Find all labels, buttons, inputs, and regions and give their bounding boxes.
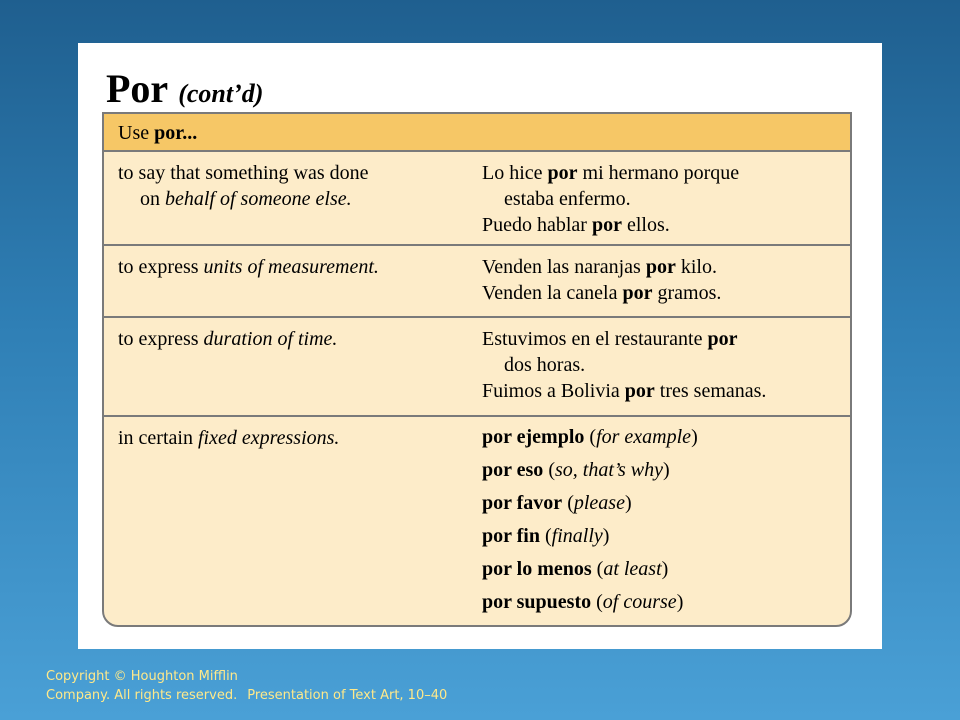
title-main: Por	[106, 66, 169, 111]
example-line	[482, 160, 842, 186]
text-bold: por fin	[482, 525, 540, 547]
text: Presentation of Text Art, 10–40	[247, 688, 448, 703]
text: Estuvimos en el restaurante	[482, 328, 708, 350]
title-sub: (cont’d)	[178, 79, 264, 108]
row-description	[118, 326, 458, 352]
footer-line: Copyright © Houghton Mifflin	[46, 669, 238, 684]
text: kilo.	[675, 256, 717, 278]
text: tres semanas.	[654, 380, 767, 402]
row-examples	[482, 254, 842, 306]
text-bold: por ejemplo	[482, 426, 585, 448]
text-bold: por	[547, 162, 578, 184]
text: Venden la canela	[482, 282, 623, 304]
text-bold: por	[707, 328, 738, 350]
text-italic: for example	[596, 426, 692, 448]
text-italic: of course	[602, 591, 677, 613]
text: to express	[118, 256, 204, 278]
table-row-behalf	[104, 152, 850, 246]
text-italic: that’s why	[582, 459, 663, 481]
text-bold: por	[622, 282, 653, 304]
desc-line	[118, 186, 458, 212]
expression-item: por supuesto (of course)	[482, 591, 684, 613]
example-line	[482, 212, 842, 238]
example-line: estaba enfermo.	[504, 188, 631, 210]
desc-line: to say that something was done	[118, 162, 369, 184]
text-bold: por supuesto	[482, 591, 592, 613]
row-examples	[482, 421, 842, 619]
desc-line	[118, 254, 458, 280]
example-line	[482, 254, 842, 280]
text-bold: por eso	[482, 459, 544, 481]
expression-item: por favor (please)	[482, 492, 632, 514]
text-italic: finally	[551, 525, 603, 547]
page-title	[106, 65, 263, 112]
text-bold: por	[624, 380, 655, 402]
text: gramos.	[652, 282, 722, 304]
row-examples	[482, 160, 842, 238]
row-description	[118, 254, 458, 280]
table-row-duration	[104, 318, 850, 417]
example-line	[482, 326, 842, 352]
expression-item: por eso (so, that’s why)	[482, 459, 670, 481]
text: in certain	[118, 427, 198, 449]
text: Company. All rights reserved.	[46, 688, 238, 703]
example-line	[482, 280, 842, 306]
text: Lo hice	[482, 162, 548, 184]
copyright-footer	[46, 667, 447, 705]
text-italic: at least	[603, 558, 662, 580]
row-description	[118, 160, 458, 212]
por-usage-table	[102, 112, 852, 627]
text: mi hermano porque	[577, 162, 740, 184]
example-line	[482, 378, 842, 404]
text-bold: por favor	[482, 492, 563, 514]
text-bold: por	[645, 256, 676, 278]
text: Venden las naranjas	[482, 256, 646, 278]
table-header	[104, 114, 850, 152]
text: to express	[118, 328, 204, 350]
text: Fuimos a Bolivia	[482, 380, 625, 402]
text-italic: behalf of someone else.	[165, 188, 352, 210]
text-bold: por	[591, 214, 622, 236]
text-italic: duration of time.	[203, 328, 338, 350]
expression-item: por lo menos (at least)	[482, 558, 669, 580]
row-examples	[482, 326, 842, 404]
text: on	[140, 188, 165, 210]
table-row-fixed-expressions	[104, 417, 850, 627]
text-italic: fixed expressions.	[197, 427, 340, 449]
footer-line	[46, 686, 447, 705]
desc-line	[118, 326, 458, 352]
text-italic: so,	[554, 459, 583, 481]
desc-line	[118, 425, 458, 451]
header-por: por...	[154, 122, 198, 144]
text-italic: units of measurement.	[203, 256, 379, 278]
table-row-measurement	[104, 246, 850, 318]
row-description	[118, 425, 458, 451]
text-italic: please	[573, 492, 625, 514]
expression-item: por ejemplo (for example)	[482, 426, 698, 448]
expression-item: por fin (finally)	[482, 525, 610, 547]
slide	[78, 43, 882, 649]
text: ellos.	[621, 214, 670, 236]
text: Puedo hablar	[482, 214, 592, 236]
example-line: dos horas.	[504, 354, 586, 376]
header-use: Use	[118, 122, 155, 144]
text-bold: por lo menos	[482, 558, 592, 580]
